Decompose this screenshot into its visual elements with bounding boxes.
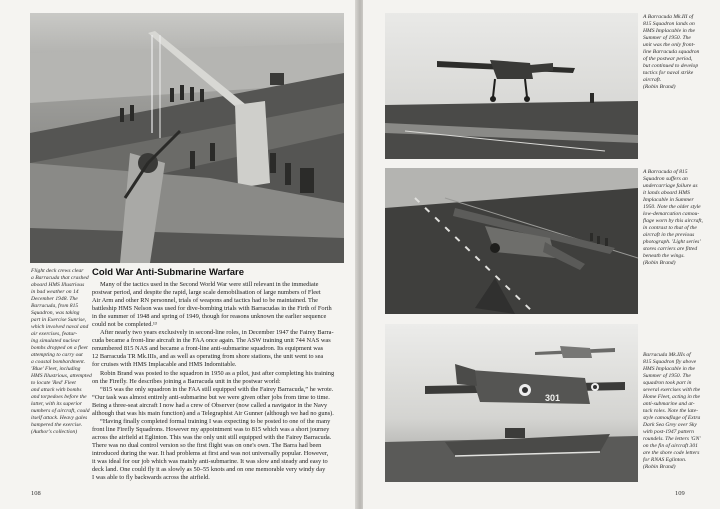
caption-middle: A Barracuda of 815 Squadron suffers an undercarriage failure as it lands aboard HMS Implacable in Summer 1950. Note the older style low-demarcation camou- flage worn by this aircraft, in contrast to that of the aircraft in the previous photograph. 'Light series' stores carriers are fitted beneath the wings. (Robin Brand) [643,169,703,266]
right-page [363,0,720,509]
barracudas-over-carrier-photo [385,324,638,482]
undercarriage-failure-photo [385,168,638,314]
caption-top: A Barracuda Mk.III of 815 Squadron lands on HMS Implacable in the Summer of 1950. The unit was the only front- line Barracuda squadron of the postwar period, but continued to develop tactics for naval strike aircraft. (Robin Brand) [643,14,700,90]
body-text: Many of the tactics used in the Second World War were still relevant in the immediate postwar period, and despite the rapid, large scale demobilisation of large numbers of Fleet Air Arm and other RN personnel, trials of weapons and tactics had to be maintained. The battleship HMS Nelson was used for dive-bombing trials with Barracudas in the Firth of Forth in the summer of 1948 and spring of 1949, though for reasons unknown the earlier sequence could not be completed.¹³ After nearly two years exclusively in second-line roles, in December 1947 the Fairey Barra- cuda became a front-line aircraft in the FAA once again. The ASW training unit 744 NAS was renumbered 815 NAS and became a front-line anti-submarine squadron. Its equipment was 12 Barracuda TR Mk.IIIs, and as well as operating from shore stations, the unit went to sea for cruises with HMS Implacable and HMS Indomitable. Robin Brand was posted to the squadron in 1950 as a pilot, just after completing his training on the Firefly. He describes joining a Barracuda unit in the postwar world: “815 was the only squadron in the FAA still equipped with the Fairey Barracuda,” he wrote. “Our task was almost entirely anti-submarine but we were given other jobs from time to time. Being a three-seat aircraft I now had a crew of Observer (now called a navigator in the Navy although that was his main function) and a Telegraphist Air Gunner (although we had no guns). “Having finally completed formal training I was expecting to be posted to one of the many front line Firefly Squadrons. However my appointment was to 815 which was a short journey across the airfield at Eglinton. This was the only unit still equipped with the Fairey Barracuda. There was no dual control version so the first flight was on one's own. The Barra had been introduced during the war. It had problems at first and was not universally popular. However, it was ideal for our job which was mainly anti-submarine. It was slow and steady and easy to deck land. One could fly it as slowly as 50–55 knots and on one memorable very windy day I was able to fly backwards across the airfield. [92,281,335,482]
page-number: 109 [675,490,685,497]
section-heading: Cold War Anti-Submarine Warfare [92,267,245,278]
crashed-barracuda-photo [30,13,344,263]
left-page [0,0,357,509]
caption-bottom: Barracuda Mk.IIIs of 815 Squadron fly above HMS Implacable in the Summer of 1950. The squadron took part in several exercises with the Home Fleet, acting in the anti-submarine and at- tack roles. Note the late- style camouflage of Extra Dark Sea Grey over Sky with post-1947 pattern roundels. The letters 'GN' on the fin of aircraft 301 are the shore code letters for RNAS Eglinton. (Robin Brand) [643,352,701,470]
page-number: 108 [31,490,41,497]
aircraft-code: 301 [545,393,561,403]
photo-caption: Flight deck crews clear a Barracuda that crashed aboard HMS Illustrious in bad weather on 14 December 1948. The Barracuda, from 815 Squadron, was taking part in Exercise Sunrise, which involved naval and air exercises, featur- ing simulated nuclear bombs dropped on a fleet attempting to carry out a coastal bombardment. 'Blue' Fleet, including HMS Illustrious, attempted to locate 'Red' Fleet and attack with bombs and torpedoes before the latter, with its superior numbers of aircraft, could itself attack. Heavy gales hampered the exercise. (Author's collection) [31,268,92,435]
barracuda-landing-photo [385,13,638,159]
